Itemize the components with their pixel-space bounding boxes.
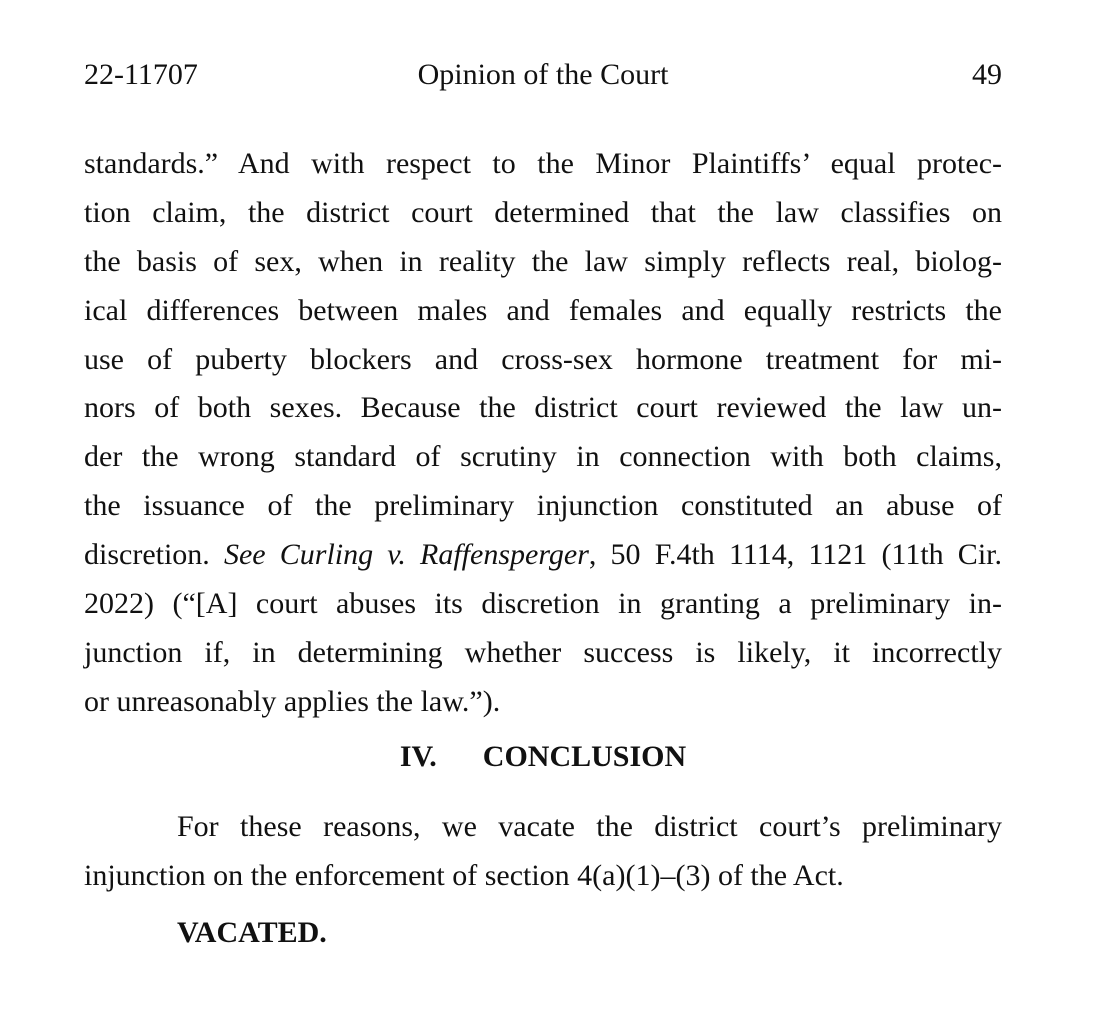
page-header bbox=[84, 58, 1002, 98]
section-heading bbox=[84, 740, 1002, 774]
conclusion-paragraph bbox=[84, 803, 1002, 901]
section-title: CONCLUSION bbox=[482, 740, 687, 773]
case-number: 22-11707 bbox=[84, 58, 198, 91]
citation-line bbox=[84, 531, 1002, 580]
opinion-paragraph bbox=[84, 140, 1002, 727]
text-line: For these reasons, we vacate the district court’s preliminary bbox=[177, 810, 1002, 843]
text-line: tion claim, the district court determined that the law classifies on bbox=[84, 195, 1002, 229]
page-number: 49 bbox=[972, 58, 1002, 91]
citation-pre: discretion. bbox=[84, 538, 224, 572]
text-line: injunction on the enforcement of section 4(a)(1)–(3) of the Act. bbox=[84, 858, 844, 892]
disposition: VACATED. bbox=[177, 916, 327, 949]
citation-reporter: , 50 F.4th 1114, 1121 (11th Cir. bbox=[588, 538, 1002, 572]
running-title: Opinion of the Court bbox=[417, 58, 669, 91]
text-line: junction if, in determining whether success is likely, it incorrectly bbox=[84, 635, 1002, 669]
text-line: or unreasonably applies the law.”). bbox=[84, 684, 501, 718]
text-line: 2022) (“[A] court abuses its discretion in granting a preliminary in- bbox=[84, 587, 1002, 621]
text-line: nors of both sexes. Because the district court reviewed the law un- bbox=[84, 391, 1002, 425]
text-line: ical differences between males and females and equally restricts the bbox=[84, 293, 1002, 327]
case-citation: See Curling v. Raffensperger bbox=[223, 538, 589, 572]
text-line: the basis of sex, when in reality the law simply reflects real, biolog- bbox=[84, 244, 1002, 278]
section-number: IV. bbox=[399, 740, 437, 773]
text-line: use of puberty blockers and cross-sex hormone treatment for mi- bbox=[84, 342, 1002, 376]
text-line: der the wrong standard of scrutiny in connection with both claims, bbox=[84, 440, 1002, 474]
text-line: standards.” And with respect to the Minor Plaintiffs’ equal protec- bbox=[84, 147, 1002, 180]
text-line: the issuance of the preliminary injunction constituted an abuse of bbox=[84, 489, 1002, 523]
